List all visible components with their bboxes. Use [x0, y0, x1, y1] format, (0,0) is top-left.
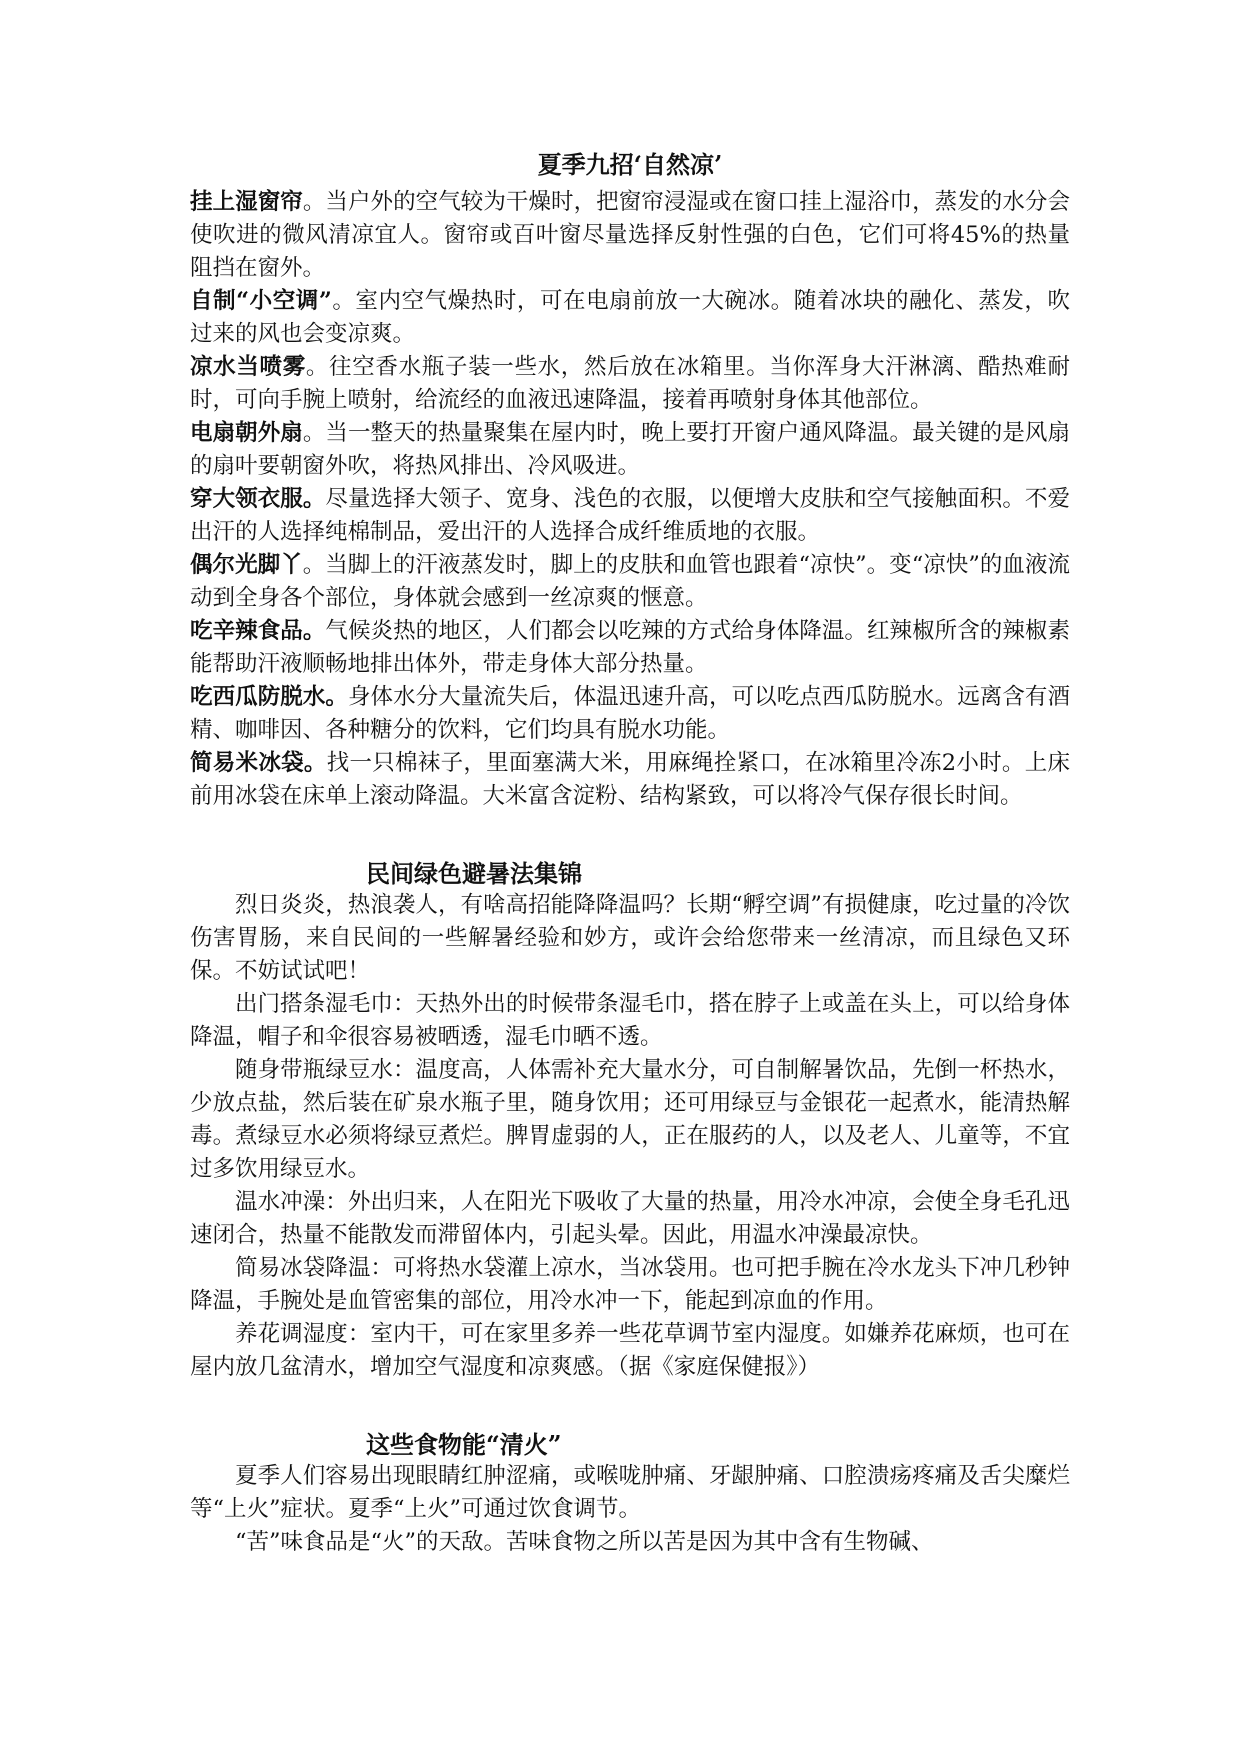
tip-8 — [190, 681, 1070, 747]
paragraph: 夏季人们容易出现眼睛红肿涩痛，或喉咙肿痛、牙龈肿痛、口腔溃疡疼痛及舌尖糜烂等“上火”症状。夏季“上火”可通过饮食调节。 — [190, 1463, 1070, 1522]
tip-heading: 自制“小空调” — [190, 288, 332, 314]
tip-heading: 电扇朝外扇 — [190, 420, 303, 446]
tip-9 — [190, 747, 1070, 813]
tip-text: 尽量选择大领子、宽身、浅色的衣服，以便增大皮肤和空气接触面积。不爱出汗的人选择纯棉制品，爱出汗的人选择合成纤维质地的衣服。 — [190, 486, 1070, 545]
tip-2 — [190, 285, 1070, 351]
tip-text: 气候炎热的地区，人们都会以吃辣的方式给身体降温。红辣椒所含的辣椒素能帮助汗液顺畅地排出体外，带走身体大部分热量。 — [190, 618, 1070, 677]
section-gap — [190, 813, 1070, 859]
tip-heading: 简易米冰袋。 — [190, 750, 327, 776]
tip-text: 。当一整天的热量聚集在屋内时，晚上要打开窗户通风降温。最关键的是风扇的扇叶要朝窗外吹，将热风排出、冷风吸进。 — [190, 420, 1070, 479]
document-title: 夏季九招‘自然凉’ — [537, 150, 723, 179]
tip-text: 。当户外的空气较为干燥时，把窗帘浸湿或在窗口挂上湿浴巾，蒸发的水分会使吹进的微风清凉宜人。窗帘或百叶窗尽量选择反射性强的白色，它们可将45%的热量阻挡在窗外。 — [190, 189, 1070, 281]
tip-heading: 吃辛辣食品。 — [190, 618, 326, 644]
paragraph: 烈日炎炎，热浪袭人，有啥高招能降降温吗？长期“孵空调”有损健康，吃过量的冷饮伤害胃肠，来自民间的一些解暑经验和妙方，或许会给您带来一丝清凉，而且绿色又环保。不妨试试吧！ — [190, 892, 1070, 984]
paragraph: 随身带瓶绿豆水：温度高，人体需补充大量水分，可自制解暑饮品，先倒一杯热水，少放点盐，然后装在矿泉水瓶子里，随身饮用；还可用绿豆与金银花一起煮水，能清热解毒。煮绿豆水必须将绿豆煮烂。脾胃虚弱的人，正在服药的人，以及老人、儿童等，不宜过多饮用绿豆水。 — [190, 1057, 1070, 1182]
tip-4 — [190, 417, 1070, 483]
tip-heading: 挂上湿窗帘 — [190, 189, 303, 215]
section-title: 这些食物能“清火” — [366, 1430, 562, 1459]
tips-list — [190, 186, 1070, 813]
section-cooling-foods — [190, 1430, 1070, 1559]
paragraph: 出门搭条湿毛巾：天热外出的时候带条湿毛巾，搭在脖子上或盖在头上，可以给身体降温，帽子和伞很容易被晒透，湿毛巾晒不透。 — [190, 991, 1070, 1050]
paragraph: 简易冰袋降温：可将热水袋灌上凉水，当冰袋用。也可把手腕在冷水龙头下冲几秒钟降温，手腕处是血管密集的部位，用冷水冲一下，能起到凉血的作用。 — [190, 1255, 1070, 1314]
tip-heading: 穿大领衣服。 — [190, 486, 326, 512]
paragraph: 温水冲澡：外出归来，人在阳光下吸收了大量的热量，用冷水冲凉，会使全身毛孔迅速闭合，热量不能散发而滞留体内，引起头晕。因此，用温水冲澡最凉快。 — [190, 1189, 1070, 1248]
tip-heading: 偶尔光脚丫 — [190, 552, 303, 578]
tip-7 — [190, 615, 1070, 681]
tip-1 — [190, 186, 1070, 285]
section-title: 民间绿色避暑法集锦 — [366, 859, 582, 888]
section-gap — [190, 1384, 1070, 1430]
document-page — [190, 150, 1070, 1559]
tip-heading: 凉水当喷雾 — [190, 354, 306, 380]
tip-6 — [190, 549, 1070, 615]
tip-text: 。往空香水瓶子装一些水，然后放在冰箱里。当你浑身大汗淋漓、酷热难耐时，可向手腕上喷射，给流经的血液迅速降温，接着再喷射身体其他部位。 — [190, 354, 1070, 413]
paragraph: 养花调湿度：室内干，可在家里多养一些花草调节室内湿度。如嫌养花麻烦，也可在屋内放几盆清水，增加空气湿度和凉爽感。（据《家庭保健报》） — [190, 1321, 1070, 1380]
tip-text: 。室内空气燥热时，可在电扇前放一大碗冰。随着冰块的融化、蒸发，吹过来的风也会变凉爽。 — [190, 288, 1070, 347]
paragraph: “苦”味食品是“火”的天敌。苦味食物之所以苦是因为其中含有生物碱、 — [235, 1529, 934, 1555]
section-folk-cooling — [190, 859, 1070, 1384]
tip-3 — [190, 351, 1070, 417]
tip-5 — [190, 483, 1070, 549]
tip-text: 找一只棉袜子，里面塞满大米，用麻绳拴紧口，在冰箱里冷冻2小时。上床前用冰袋在床单上滚动降温。大米富含淀粉、结构紧致，可以将冷气保存很长时间。 — [190, 750, 1070, 809]
tip-text: 身体水分大量流失后，体温迅速升高，可以吃点西瓜防脱水。远离含有酒精、咖啡因、各种糖分的饮料，它们均具有脱水功能。 — [190, 684, 1070, 743]
tip-text: 。当脚上的汗液蒸发时，脚上的皮肤和血管也跟着“凉快”。变“凉快”的血液流动到全身各个部位，身体就会感到一丝凉爽的惬意。 — [190, 552, 1070, 611]
tip-heading: 吃西瓜防脱水。 — [190, 684, 348, 710]
